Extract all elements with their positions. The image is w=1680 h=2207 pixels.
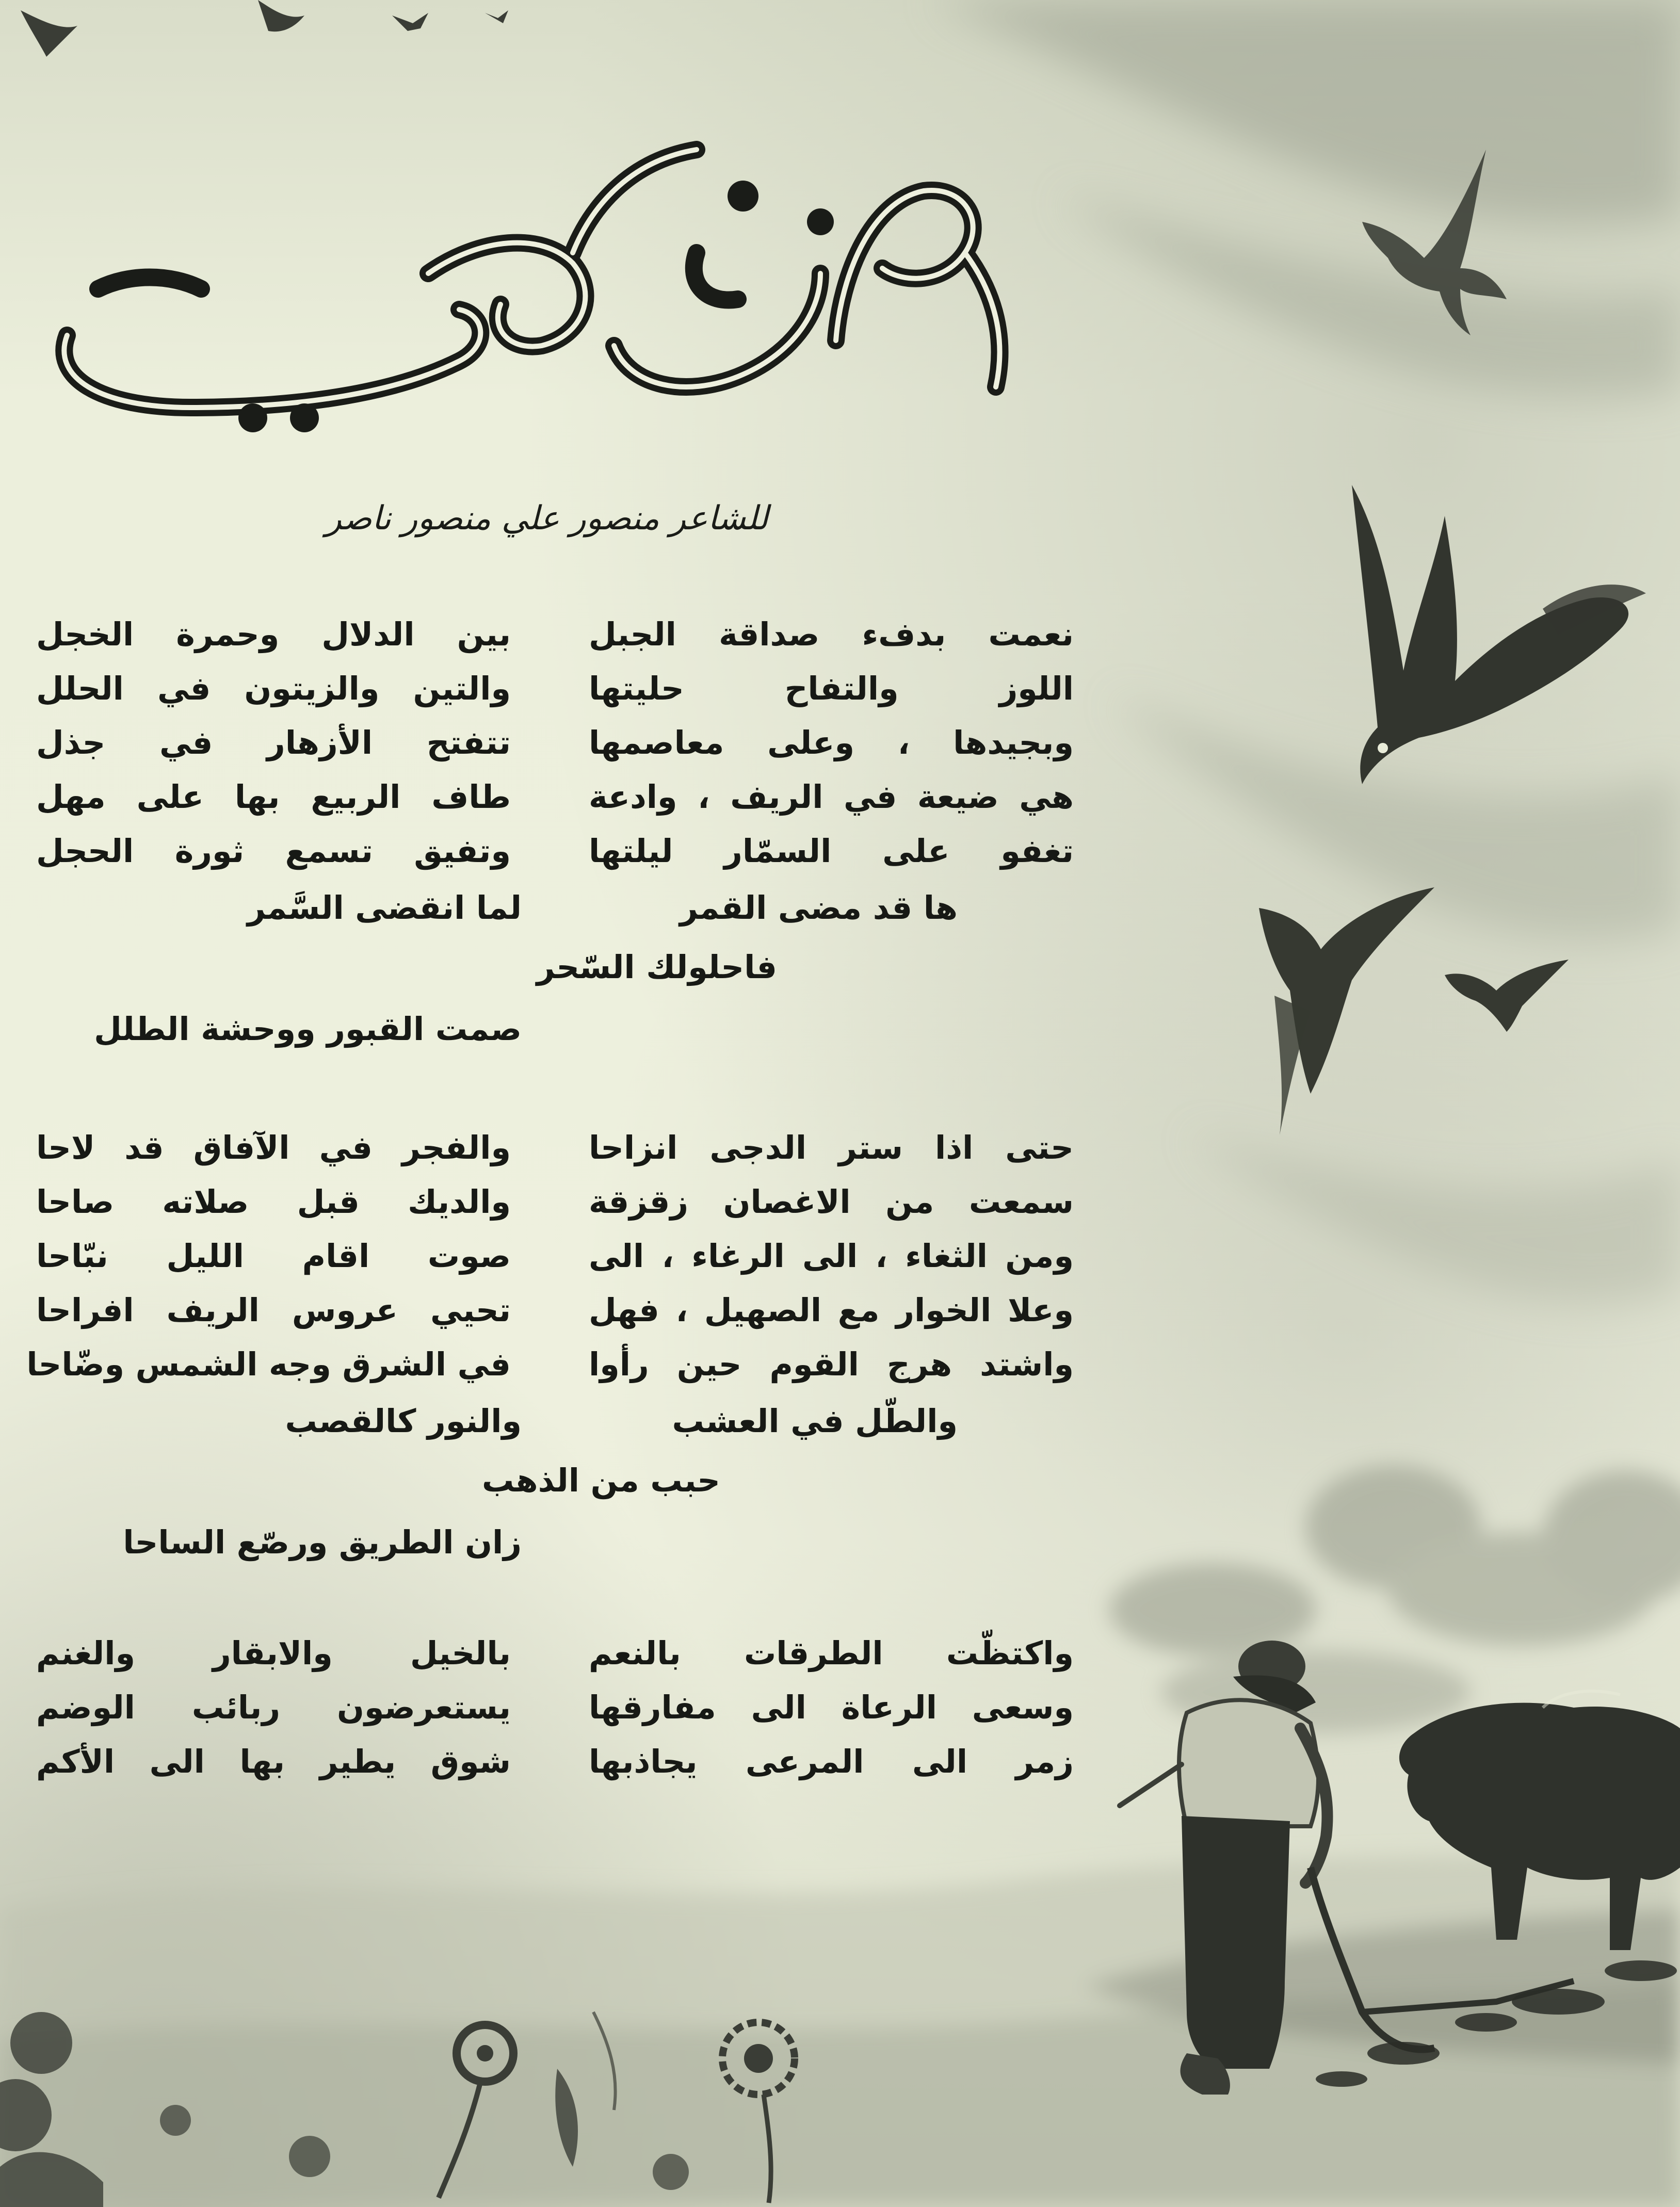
verse-right: حتى اذا ستر الدجى انزاحا: [589, 1129, 1074, 1166]
verse-right: ومن الثغاء ، الى الرغاء ، الى: [589, 1237, 1074, 1275]
verse-right: وسعى الرعاة الى مفارقها: [589, 1689, 1074, 1726]
verse-right: وعلا الخوار مع الصهيل ، فهل: [589, 1291, 1074, 1329]
distant-trees: [1109, 1465, 1680, 1733]
bird-large-icon: [1352, 485, 1646, 784]
verse-left: في الشرق وجه الشمس وضّاحا: [26, 1345, 511, 1383]
refrain-center: فاحلولك السّحر: [536, 948, 777, 986]
verse-left: تحيي عروس الريف افراحا: [36, 1291, 511, 1329]
verse-left: تتفتح الأزهار في جذل: [36, 724, 511, 761]
verse-right: تغفو على السمّار ليلتها: [589, 832, 1074, 870]
bird-top-left-icon: [21, 0, 508, 57]
verse-left: وتفيق تسمع ثورة الحجل: [36, 832, 511, 870]
verse-right: واشتد هرج القوم حين رأوا: [589, 1345, 1074, 1383]
verse-left: والتين والزيتون في الحلل: [36, 670, 511, 707]
refrain-closing: صمت القبور ووحشة الطلل: [94, 1010, 522, 1048]
verse-left: شوق يطير بها الى الأكم: [36, 1743, 511, 1780]
field-ground: [0, 1837, 1680, 2207]
verse-right: سمعت من الاغصان زقزقة: [589, 1183, 1074, 1221]
refrain-left: والنور كالقصب: [285, 1402, 522, 1440]
verse-right: واكتظّت الطرقات بالنعم: [589, 1634, 1074, 1672]
refrain-right: ها قد مضى القمر: [680, 889, 958, 927]
verse-right: وبجيدها ، وعلى معاصمها: [589, 724, 1074, 761]
refrain-right: والطّل في العشب: [672, 1402, 958, 1440]
verse-left: يستعرضون ربائب الوضم: [36, 1689, 511, 1726]
title-calligraphy: [36, 119, 1047, 439]
verse-left: طاف الربيع بها على مهل: [36, 778, 511, 816]
refrain-left: لما انقضى السَّمر: [247, 889, 522, 927]
verse-left: صوت اقام الليل نبّاحا: [36, 1237, 511, 1275]
title-text: عرس وطني: [539, 433, 545, 434]
refrain-center: حبب من الذهب: [482, 1462, 720, 1499]
verse-left: والفجر في الآفاق قد لاحا: [36, 1129, 511, 1166]
verse-left: بالخيل والابقار والغنم: [36, 1634, 511, 1672]
refrain-closing: زان الطريق ورصّع الساحا: [123, 1523, 522, 1561]
poet-byline: للشاعر منصور علي منصور ناصر: [326, 499, 768, 538]
verse-right: زمر الى المرعى يجاذبها: [589, 1743, 1074, 1780]
verse-right: هي ضيعة في الريف ، وادعة: [589, 778, 1074, 816]
verse-right: نعمت بدفء صداقة الجبل: [589, 615, 1074, 653]
verse-left: والديك قبل صلاته صاحا: [36, 1183, 511, 1221]
verse-right: اللوز والتفاح حليتها: [589, 670, 1074, 707]
verse-left: بين الدلال وحمرة الخجل: [36, 615, 511, 653]
